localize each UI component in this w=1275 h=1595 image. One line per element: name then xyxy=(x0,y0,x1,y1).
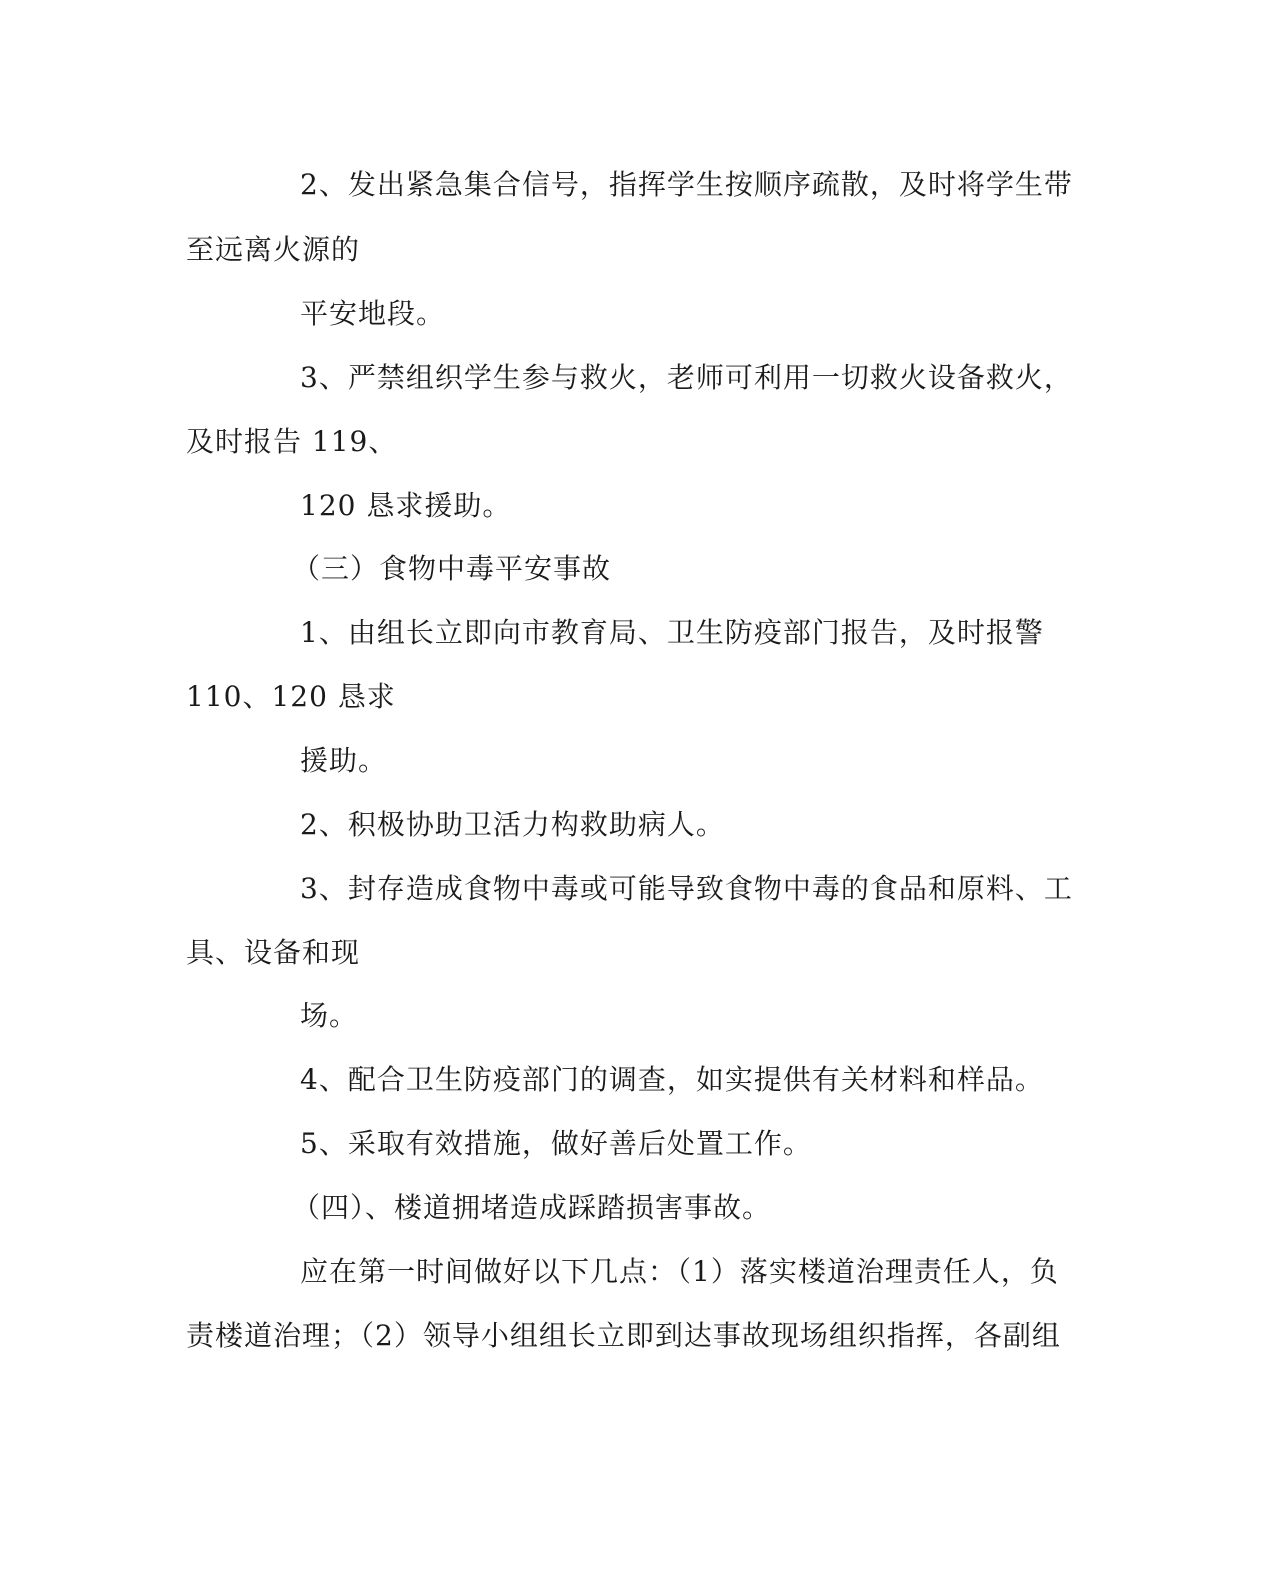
paragraph-food-aftermath: 5、采取有效措施，做好善后处置工作。 xyxy=(300,1127,812,1160)
paragraph-food-seal-line-1: 3、封存造成食物中毒或可能导致食物中毒的食品和原料、工 xyxy=(300,872,1073,905)
paragraph-fire-evacuation-line-3: 平安地段。 xyxy=(300,297,446,330)
paragraph-fire-no-students-line-1: 3、严禁组织学生参与救火，老师可利用一切救火设备救火， xyxy=(300,361,1073,394)
paragraph-fire-evacuation-line-2: 至远离火源的 xyxy=(186,233,361,266)
section-heading-stampede: （四）、楼道拥堵造成踩踏损害事故。 xyxy=(292,1191,772,1224)
paragraph-fire-no-students-line-3: 120 恳求援助。 xyxy=(300,489,512,522)
section-heading-food-poisoning: （三）食物中毒平安事故 xyxy=(292,552,612,585)
paragraph-food-investigation: 4、配合卫生防疫部门的调查，如实提供有关材料和样品。 xyxy=(300,1063,1044,1096)
paragraph-food-report-line-3: 援助。 xyxy=(300,744,388,777)
paragraph-food-seal-line-2: 具、设备和现 xyxy=(186,936,361,969)
paragraph-food-report-line-1: 1、由组长立即向市教育局、卫生防疫部门报告，及时报警 xyxy=(300,616,1044,649)
paragraph-food-report-line-2: 110、120 恳求 xyxy=(186,680,396,713)
paragraph-fire-evacuation-line-1: 2、发出紧急集合信号，指挥学生按顺序疏散，及时将学生带 xyxy=(300,168,1073,201)
paragraph-food-assist: 2、积极协助卫活力构救助病人。 xyxy=(300,808,725,841)
paragraph-stampede-line-2: 责楼道治理；（2）领导小组组长立即到达事故现场组织指挥，各副组 xyxy=(186,1319,1061,1352)
paragraph-fire-no-students-line-2: 及时报告 119、 xyxy=(186,425,398,458)
paragraph-food-seal-line-3: 场。 xyxy=(300,999,359,1032)
paragraph-stampede-line-1: 应在第一时间做好以下几点：（1）落实楼道治理责任人，负 xyxy=(300,1255,1059,1288)
